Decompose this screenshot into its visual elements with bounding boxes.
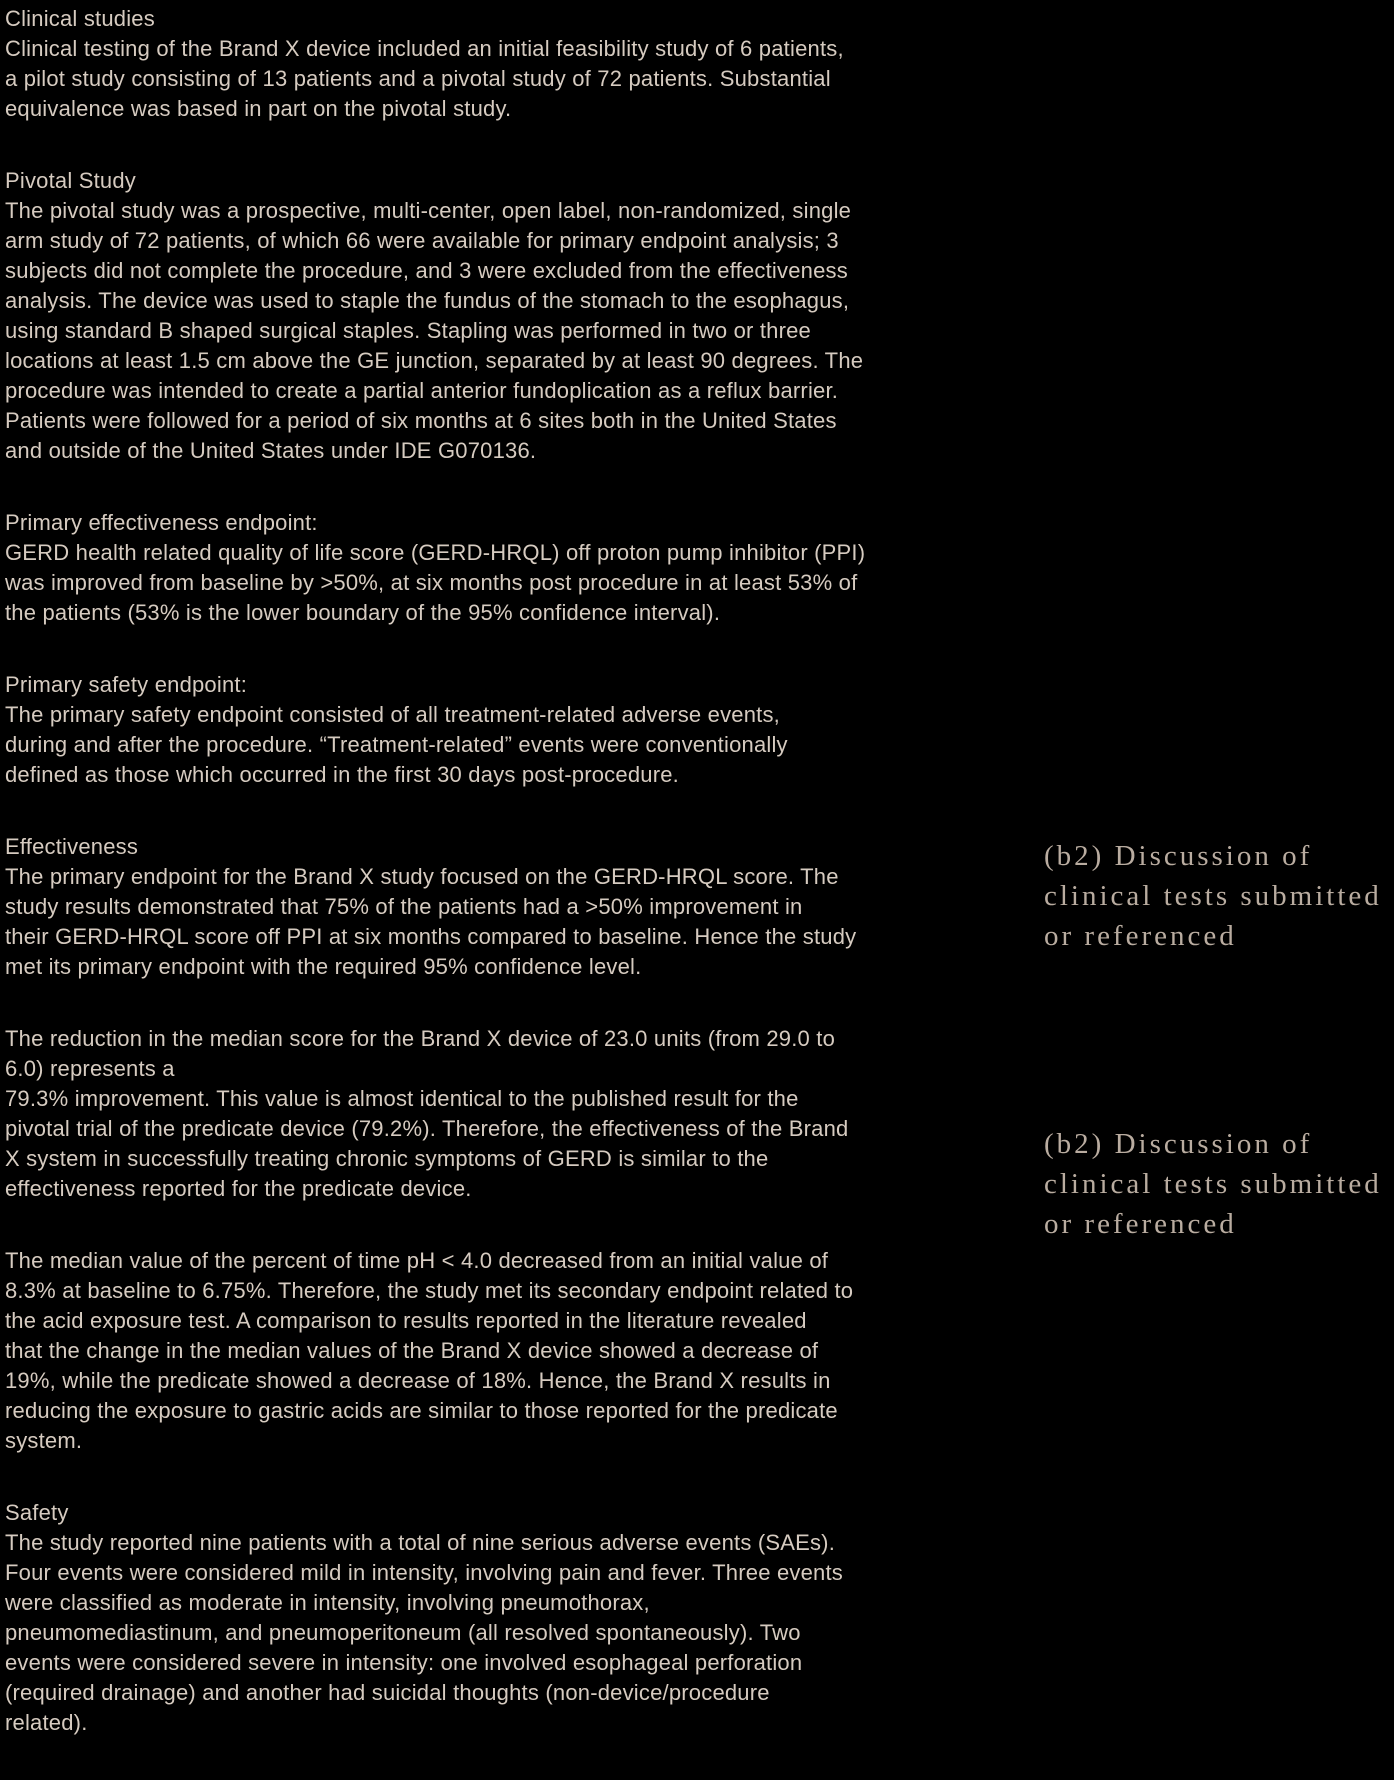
text-line: defined as those which occurred in the first 30 days post-procedure.	[5, 762, 679, 787]
text-line: The reduction in the median score for the Brand X device of 23.0 units (from 29.0 to	[5, 1026, 836, 1051]
text-line: The median value of the percent of time pH < 4.0 decreased from an initial value of	[5, 1248, 829, 1273]
document-section	[5, 508, 915, 628]
text-line: pneumomediastinum, and pneumoperitoneum (all resolved spontaneously). Two	[5, 1620, 801, 1645]
text-line: met its primary endpoint with the required 95% confidence level.	[5, 954, 642, 979]
text-line: pivotal trial of the predicate device (79.2%). Therefore, the effectiveness of the Brand	[5, 1116, 849, 1141]
text-line: The study reported nine patients with a total of nine serious adverse events (SAEs).	[5, 1530, 836, 1555]
document-section	[5, 670, 915, 790]
document-section	[5, 4, 915, 124]
section-heading: Safety	[5, 1500, 69, 1525]
document-section	[5, 832, 915, 982]
text-line: was improved from baseline by >50%, at six months post procedure in at least 53% of	[5, 570, 858, 595]
text-line: 6.0) represents a	[5, 1056, 175, 1081]
text-line: procedure was intended to create a partial anterior fundoplication as a reflux barrier.	[5, 378, 839, 403]
annotation-line: (b2) Discussion of	[1044, 840, 1313, 872]
document-section	[5, 1498, 915, 1738]
text-line: that the change in the median values of the Brand X device showed a decrease of	[5, 1338, 819, 1363]
text-line: equivalence was based in part on the pivotal study.	[5, 96, 512, 121]
text-line: events were considered severe in intensity: one involved esophageal perforation	[5, 1650, 803, 1675]
annotation-line: clinical tests submitted	[1044, 1168, 1382, 1200]
section-heading: Effectiveness	[5, 834, 139, 859]
text-line: system.	[5, 1428, 83, 1453]
text-line: subjects did not complete the procedure, and 3 were excluded from the effectiveness	[5, 258, 848, 283]
margin-annotation	[1044, 1124, 1384, 1244]
margin-annotation	[1044, 836, 1384, 956]
text-line: Patients were followed for a period of six months at 6 sites both in the United States	[5, 408, 837, 433]
text-line: Clinical testing of the Brand X device included an initial feasibility study of 6 patients,	[5, 36, 844, 61]
text-line: the acid exposure test. A comparison to results reported in the literature revealed	[5, 1308, 807, 1333]
annotation-line: (b2) Discussion of	[1044, 1128, 1313, 1160]
document-body	[5, 4, 915, 1780]
text-line: (required drainage) and another had suicidal thoughts (non-device/procedure	[5, 1680, 770, 1705]
text-line: using standard B shaped surgical staples. Stapling was performed in two or three	[5, 318, 811, 343]
text-line: during and after the procedure. “Treatment-related” events were conventionally	[5, 732, 788, 757]
text-line: and outside of the United States under IDE G070136.	[5, 438, 537, 463]
text-line: analysis. The device was used to staple the fundus of the stomach to the esophagus,	[5, 288, 850, 313]
section-heading: Primary effectiveness endpoint:	[5, 510, 318, 535]
section-heading: Pivotal Study	[5, 168, 137, 193]
section-heading: Primary safety endpoint:	[5, 672, 248, 697]
text-line: related).	[5, 1710, 88, 1735]
text-line: effectiveness reported for the predicate device.	[5, 1176, 472, 1201]
annotation-line: or referenced	[1044, 920, 1237, 952]
text-line: 79.3% improvement. This value is almost identical to the published result for the	[5, 1086, 799, 1111]
text-line: locations at least 1.5 cm above the GE junction, separated by at least 90 degrees. The	[5, 348, 864, 373]
text-line: the patients (53% is the lower boundary of the 95% confidence interval).	[5, 600, 721, 625]
text-line: their GERD-HRQL score off PPI at six months compared to baseline. Hence the study	[5, 924, 857, 949]
text-line: were classified as moderate in intensity, involving pneumothorax,	[5, 1590, 650, 1615]
annotation-line: clinical tests submitted	[1044, 880, 1382, 912]
text-line: 8.3% at baseline to 6.75%. Therefore, the study met its secondary endpoint related to	[5, 1278, 854, 1303]
document-paragraph	[5, 1246, 915, 1456]
text-line: Four events were considered mild in intensity, involving pain and fever. Three events	[5, 1560, 843, 1585]
text-line: The pivotal study was a prospective, multi-center, open label, non-randomized, single	[5, 198, 852, 223]
text-line: GERD health related quality of life score (GERD-HRQL) off proton pump inhibitor (PPI)	[5, 540, 866, 565]
document-paragraph	[5, 1024, 915, 1204]
text-line: a pilot study consisting of 13 patients and a pivotal study of 72 patients. Substantial	[5, 66, 831, 91]
text-line: arm study of 72 patients, of which 66 were available for primary endpoint analysis; 3	[5, 228, 839, 253]
text-line: The primary endpoint for the Brand X study focused on the GERD-HRQL score. The	[5, 864, 839, 889]
text-line: 19%, while the predicate showed a decrease of 18%. Hence, the Brand X results in	[5, 1368, 831, 1393]
text-line: X system in successfully treating chronic symptoms of GERD is similar to the	[5, 1146, 769, 1171]
section-heading: Clinical studies	[5, 6, 155, 31]
annotation-line: or referenced	[1044, 1208, 1237, 1240]
text-line: reducing the exposure to gastric acids are similar to those reported for the predicate	[5, 1398, 838, 1423]
text-line: study results demonstrated that 75% of the patients had a >50% improvement in	[5, 894, 803, 919]
document-section	[5, 166, 915, 466]
text-line: The primary safety endpoint consisted of all treatment-related adverse events,	[5, 702, 780, 727]
